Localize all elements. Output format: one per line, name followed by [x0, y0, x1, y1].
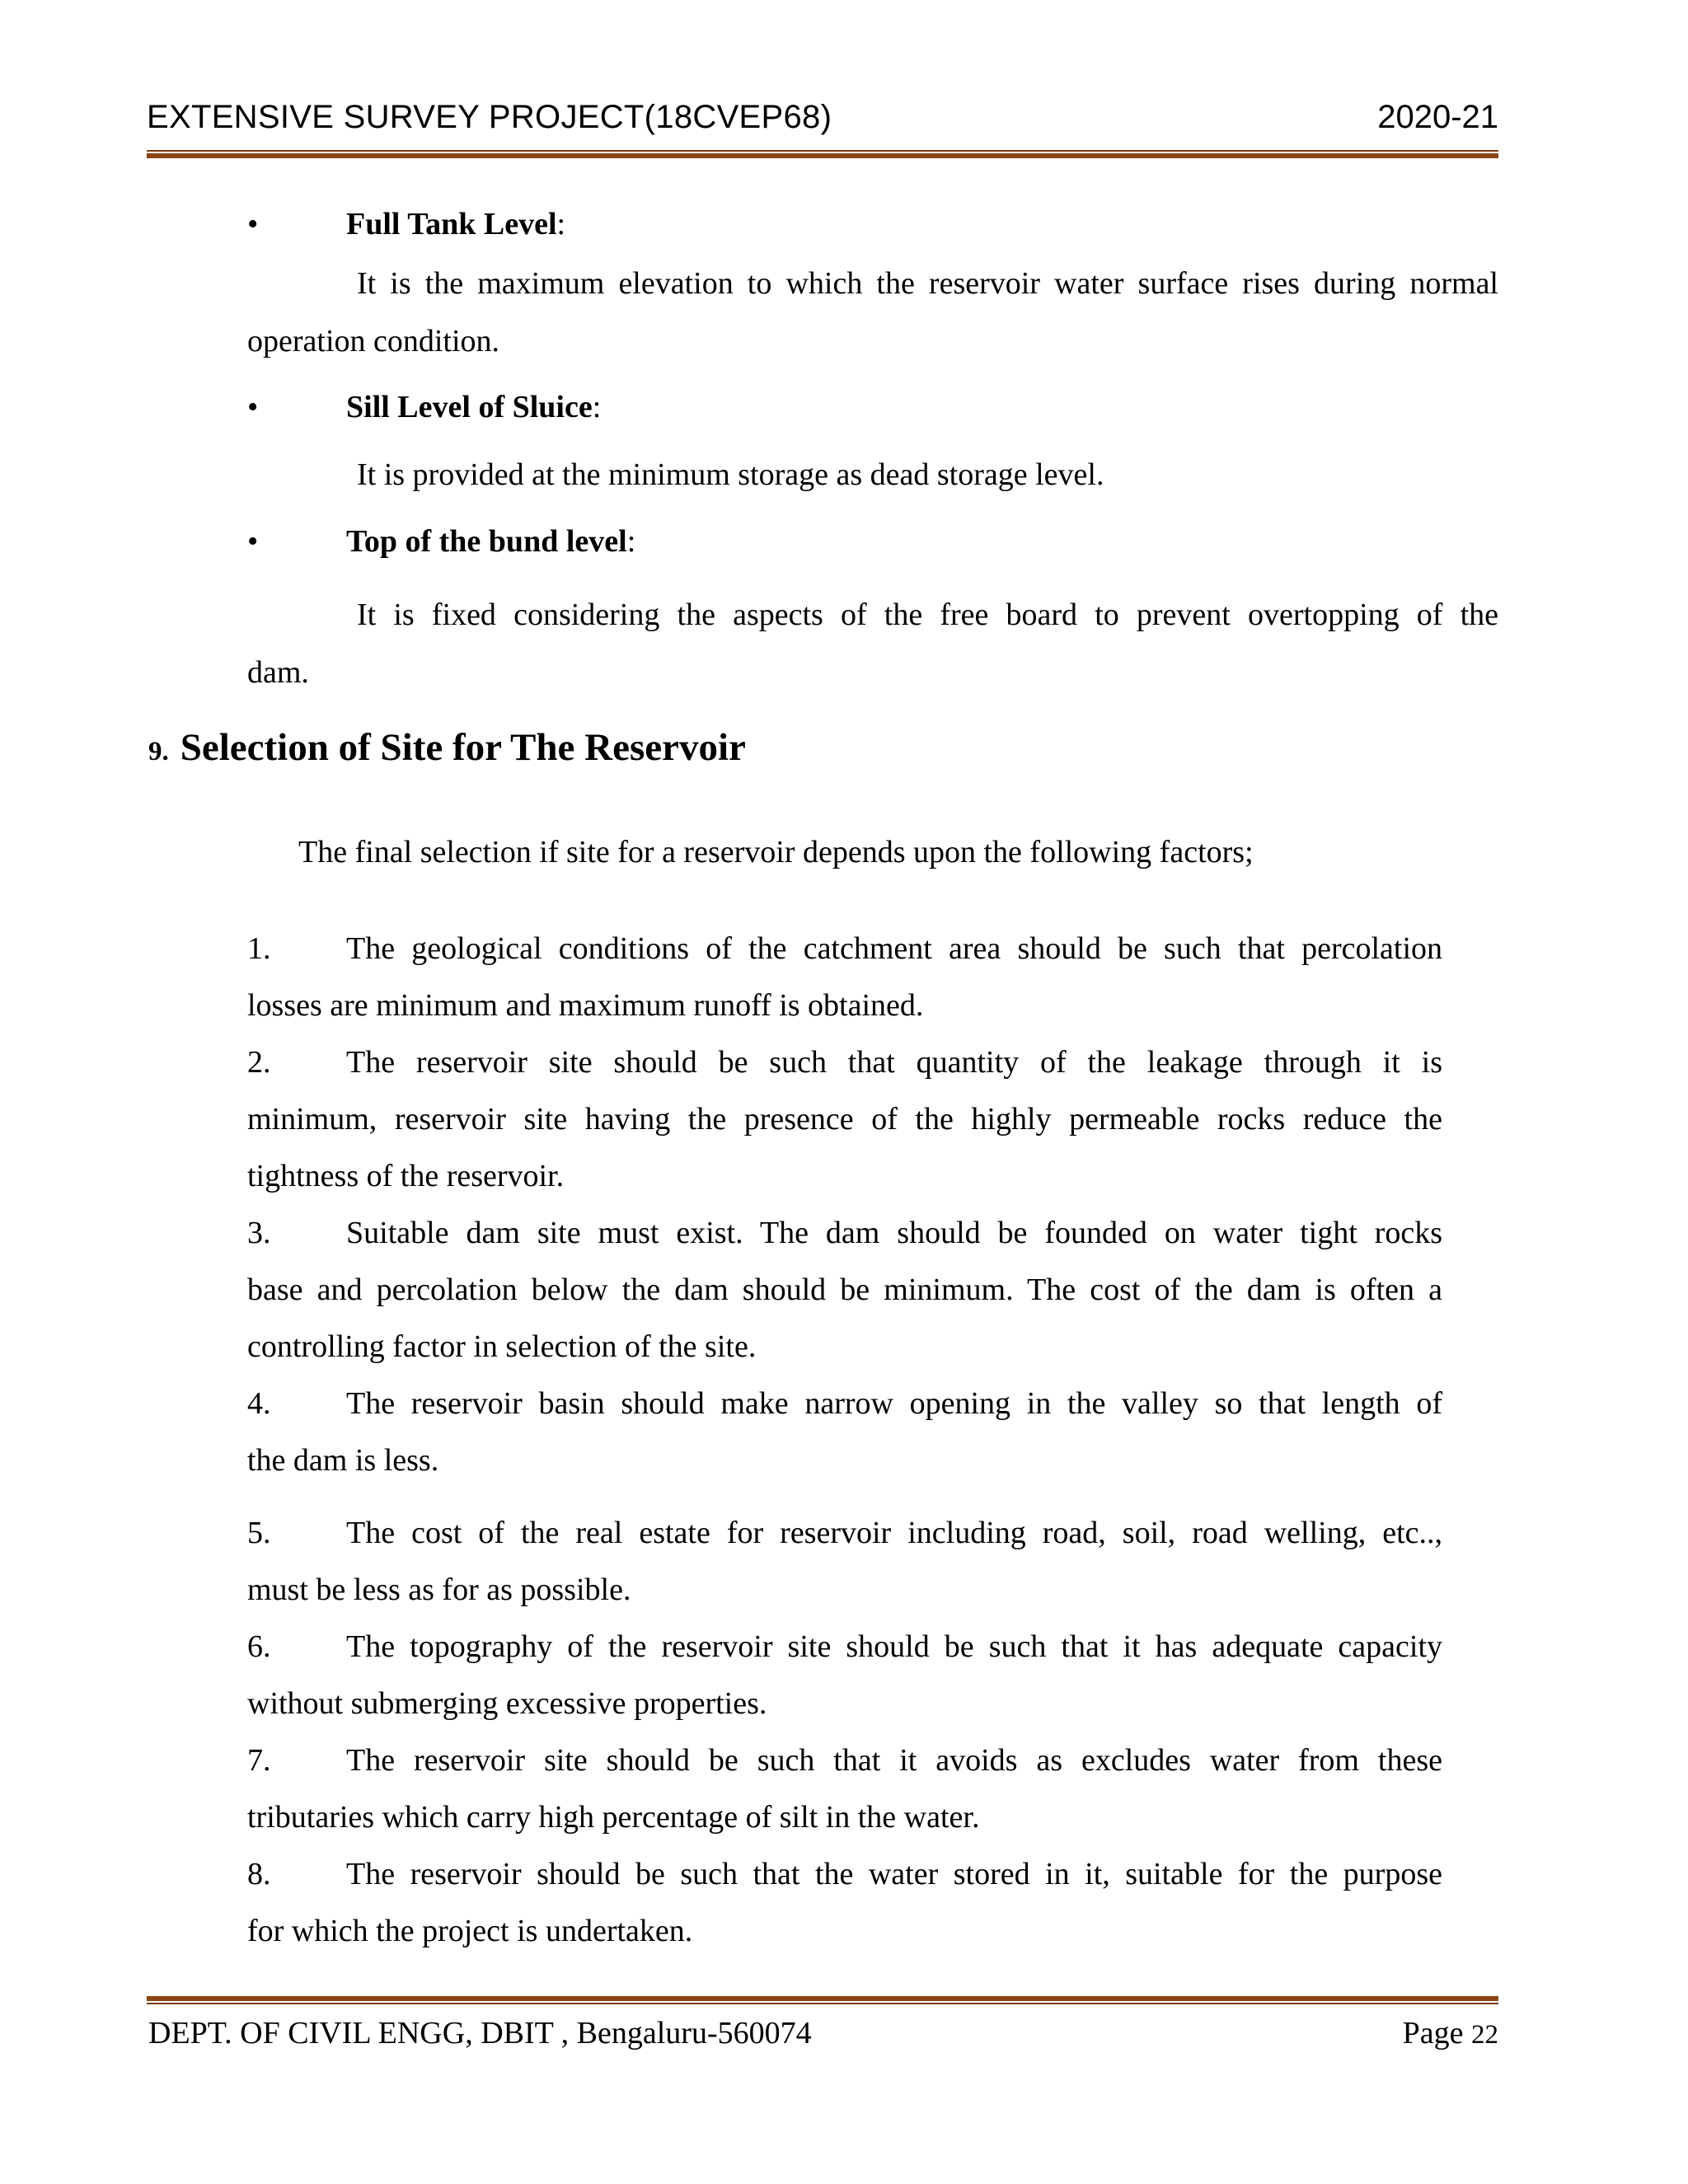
factor-line-cont: without submerging excessive properties.	[247, 1686, 767, 1721]
footer-department: DEPT. OF CIVIL ENGG, DBIT , Bengaluru-560074	[148, 2016, 812, 2050]
factor-line: The reservoir site should be such that it avoids as excludes water from these	[346, 1743, 1442, 1778]
bullet-colon: :	[556, 207, 566, 241]
bullet-term: Full Tank Level	[346, 207, 557, 241]
page-label: Page	[1402, 2016, 1464, 2050]
factor-number: 1.	[247, 931, 271, 966]
bullet-description-cont: dam.	[247, 655, 309, 690]
bullet-description: It is fixed considering the aspects of the free board to prevent overtopping of the	[357, 598, 1498, 632]
factor-line-cont: minimum, reservoir site having the presence of the highly permeable rocks reduce the	[247, 1102, 1442, 1137]
factor-number: 7.	[247, 1743, 271, 1778]
bullet-description: It is the maximum elevation to which the reservoir water surface rises during normal	[357, 266, 1498, 301]
bullet-term-line	[346, 379, 601, 436]
factor-line: The topography of the reservoir site should be such that it has adequate capacity	[346, 1629, 1442, 1664]
header-rule	[147, 150, 1498, 158]
header-title: EXTENSIVE SURVEY PROJECT(18CVEP68)	[147, 99, 832, 135]
factor-line: The reservoir site should be such that quantity of the leakage through it is	[346, 1045, 1442, 1080]
factor-line-cont: for which the project is undertaken.	[247, 1914, 693, 1948]
bullet-symbol: •	[247, 207, 259, 241]
factor-number: 5.	[247, 1516, 271, 1550]
factor-line-cont: tributaries which carry high percentage of silt in the water.	[247, 1800, 980, 1835]
factor-line: The reservoir basin should make narrow opening in the valley so that length of	[346, 1386, 1442, 1421]
footer-rule	[147, 1996, 1498, 2004]
factor-line: The reservoir should be such that the water stored in it, suitable for the purpose	[346, 1857, 1442, 1891]
factor-line: The cost of the real estate for reservoir including road, soil, road welling, etc..,	[346, 1516, 1442, 1550]
section-title: Selection of Site for The Reservoir	[180, 726, 746, 769]
section-intro: The final selection if site for a reservoir depends upon the following factors;	[298, 835, 1254, 869]
factor-number: 4.	[247, 1386, 271, 1421]
factor-line: Suitable dam site must exist. The dam should be founded on water tight rocks	[346, 1216, 1442, 1250]
factor-line-cont: tightness of the reservoir.	[247, 1159, 565, 1193]
page-header	[147, 99, 1498, 148]
bullet-term-line	[346, 196, 565, 253]
factor-line-cont: must be less as for as possible.	[247, 1572, 631, 1607]
bullet-term: Top of the bund level	[346, 524, 627, 559]
page-number: 22	[1471, 2020, 1498, 2050]
bullet-term-line	[346, 513, 635, 570]
factor-line-cont: base and percolation below the dam should be minimum. The cost of the dam is often a	[247, 1272, 1442, 1307]
factor-line: The geological conditions of the catchment area should be such that percolation	[346, 931, 1442, 966]
bullet-symbol: •	[247, 390, 259, 424]
section-heading	[148, 725, 746, 770]
factor-number: 8.	[247, 1857, 271, 1891]
footer-page	[1403, 2015, 1498, 2051]
bullet-description: It is provided at the minimum storage as dead storage level.	[357, 457, 1104, 492]
factor-number: 2.	[247, 1045, 271, 1080]
factor-line-cont: controlling factor in selection of the site.	[247, 1329, 757, 1364]
bullet-symbol: •	[247, 524, 259, 559]
factor-number: 6.	[247, 1629, 271, 1664]
bullet-colon: :	[592, 390, 602, 424]
bullet-term: Sill Level of Sluice	[346, 390, 593, 424]
factor-line-cont: the dam is less.	[247, 1443, 439, 1478]
bullet-description-cont: operation condition.	[247, 324, 500, 359]
section-number: 9.	[148, 737, 169, 766]
header-year: 2020-21	[1377, 99, 1498, 135]
factor-number: 3.	[247, 1216, 271, 1250]
bullet-colon: :	[626, 524, 636, 559]
factor-line-cont: losses are minimum and maximum runoff is obtained.	[247, 988, 924, 1023]
